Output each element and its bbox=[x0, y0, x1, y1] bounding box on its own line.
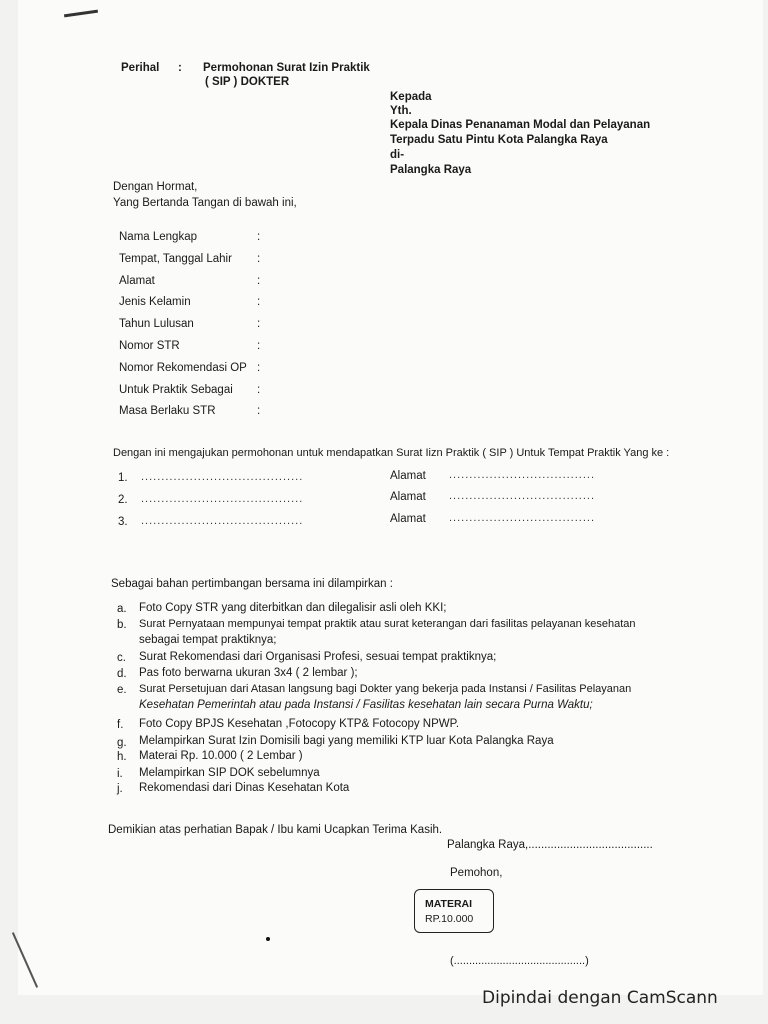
attachment-letter: j. bbox=[117, 783, 123, 795]
field-label: Nomor Rekomendasi OP bbox=[119, 362, 247, 374]
signature-place-date: Palangka Raya,....................................... bbox=[447, 839, 653, 851]
field-colon: : bbox=[257, 275, 261, 287]
field-colon: : bbox=[257, 231, 261, 243]
attachment-letter: h. bbox=[117, 751, 127, 763]
signature-role: Pemohon, bbox=[450, 867, 503, 879]
field-label: Untuk Praktik Sebagai bbox=[119, 384, 233, 396]
attachment-text: Surat Rekomendasi dari Organisasi Profesi, sesuai tempat praktiknya; bbox=[139, 651, 497, 663]
place-alamat-label: Alamat bbox=[390, 513, 426, 525]
stamp-title: MATERAI bbox=[425, 898, 473, 910]
closing-text: Demikian atas perhatian Bapak / Ibu kami Ucapkan Terima Kasih. bbox=[108, 824, 443, 836]
recipient-line: Palangka Raya bbox=[390, 164, 472, 176]
field-colon: : bbox=[257, 296, 261, 308]
field-label: Nomor STR bbox=[119, 340, 180, 352]
place-number: 3. bbox=[118, 516, 128, 528]
attachment-letter: b. bbox=[117, 619, 127, 631]
attachment-text: Melampirkan Surat Izin Domisili bagi yang memiliki KTP luar Kota Palangka Raya bbox=[139, 735, 554, 747]
place-alamat-label: Alamat bbox=[390, 491, 426, 503]
field-label: Alamat bbox=[119, 275, 155, 287]
attachment-text: Surat Persetujuan dari Atasan langsung bagi Dokter yang bekerja pada Instansi / Fasilitas Pelayanan bbox=[139, 683, 632, 695]
field-label: Jenis Kelamin bbox=[119, 296, 191, 308]
attachment-text: Materai Rp. 10.000 ( 2 Lembar ) bbox=[139, 750, 303, 762]
attachment-letter: a. bbox=[117, 603, 127, 615]
signature-name-line: (...........................................) bbox=[450, 955, 589, 967]
place-alamat-dots: .................................... bbox=[449, 512, 596, 524]
place-number: 2. bbox=[118, 494, 128, 506]
place-alamat-dots: .................................... bbox=[449, 469, 596, 481]
field-colon: : bbox=[257, 384, 261, 396]
place-dots: ........................................ bbox=[141, 471, 304, 483]
attachment-text: Melampirkan SIP DOK sebelumnya bbox=[139, 767, 320, 779]
field-colon: : bbox=[257, 405, 261, 417]
place-alamat-dots: .................................... bbox=[449, 490, 596, 502]
field-label: Nama Lengkap bbox=[119, 231, 197, 243]
attachment-letter: i. bbox=[117, 768, 123, 780]
field-colon: : bbox=[257, 362, 261, 374]
field-label: Tempat, Tanggal Lahir bbox=[119, 253, 232, 265]
attachment-letter: c. bbox=[117, 652, 126, 664]
place-dots: ........................................ bbox=[141, 493, 304, 505]
attachment-text: Foto Copy BPJS Kesehatan ,Fotocopy KTP& Fotocopy NPWP. bbox=[139, 718, 460, 730]
recipient-line: Kepada bbox=[390, 91, 432, 103]
attachment-letter: g. bbox=[117, 737, 127, 749]
greeting-line: Yang Bertanda Tangan di bawah ini, bbox=[113, 197, 297, 209]
recipient-line: Terpadu Satu Pintu Kota Palangka Raya bbox=[390, 134, 608, 146]
scanner-watermark: Dipindai dengan CamScann bbox=[482, 988, 718, 1008]
field-colon: : bbox=[257, 253, 261, 265]
perihal-subject-line1: Permohonan Surat Izin Praktik bbox=[203, 62, 370, 74]
recipient-line: Yth. bbox=[390, 105, 412, 117]
perihal-colon: : bbox=[178, 62, 182, 74]
recipient-line: di- bbox=[390, 149, 405, 161]
attachment-text-cont: sebagai tempat praktiknya; bbox=[139, 634, 277, 646]
place-dots: ........................................ bbox=[141, 515, 304, 527]
attachment-letter: d. bbox=[117, 668, 127, 680]
recipient-line: Kepala Dinas Penanaman Modal dan Pelayanan bbox=[390, 119, 651, 131]
attachment-text: Rekomendasi dari Dinas Kesehatan Kota bbox=[139, 782, 350, 794]
field-colon: : bbox=[257, 340, 261, 352]
attachment-text-cont: Kesehatan Pemerintah atau pada Instansi / Fasilitas kesehatan lain secara Purna Waktu; bbox=[139, 699, 593, 711]
field-label: Masa Berlaku STR bbox=[119, 405, 216, 417]
request-text: Dengan ini mengajukan permohonan untuk mendapatkan Surat Iizn Praktik ( SIP ) Untuk Tempat Praktik Yang ke : bbox=[113, 447, 670, 459]
field-colon: : bbox=[257, 318, 261, 330]
perihal-label: Perihal bbox=[121, 62, 160, 74]
attachment-letter: f. bbox=[117, 719, 124, 731]
field-label: Tahun Lulusan bbox=[119, 318, 194, 330]
materai-stamp-box bbox=[414, 889, 494, 933]
ink-dot bbox=[266, 937, 270, 941]
perihal-subject-line2: ( SIP ) DOKTER bbox=[205, 76, 290, 88]
attachment-text: Foto Copy STR yang diterbitkan dan dilegalisir asli oleh KKI; bbox=[139, 602, 447, 614]
place-alamat-label: Alamat bbox=[390, 470, 426, 482]
greeting-line: Dengan Hormat, bbox=[113, 181, 198, 193]
stamp-value: RP.10.000 bbox=[425, 913, 474, 925]
attachments-intro: Sebagai bahan pertimbangan bersama ini dilampirkan : bbox=[111, 578, 393, 590]
attachment-letter: e. bbox=[117, 684, 127, 696]
attachment-text: Pas foto berwarna ukuran 3x4 ( 2 lembar ); bbox=[139, 667, 358, 679]
attachment-text: Surat Pernyataan mempunyai tempat praktik atau surat keterangan dari fasilitas pelayanan kesehatan bbox=[139, 618, 636, 630]
place-number: 1. bbox=[118, 472, 128, 484]
